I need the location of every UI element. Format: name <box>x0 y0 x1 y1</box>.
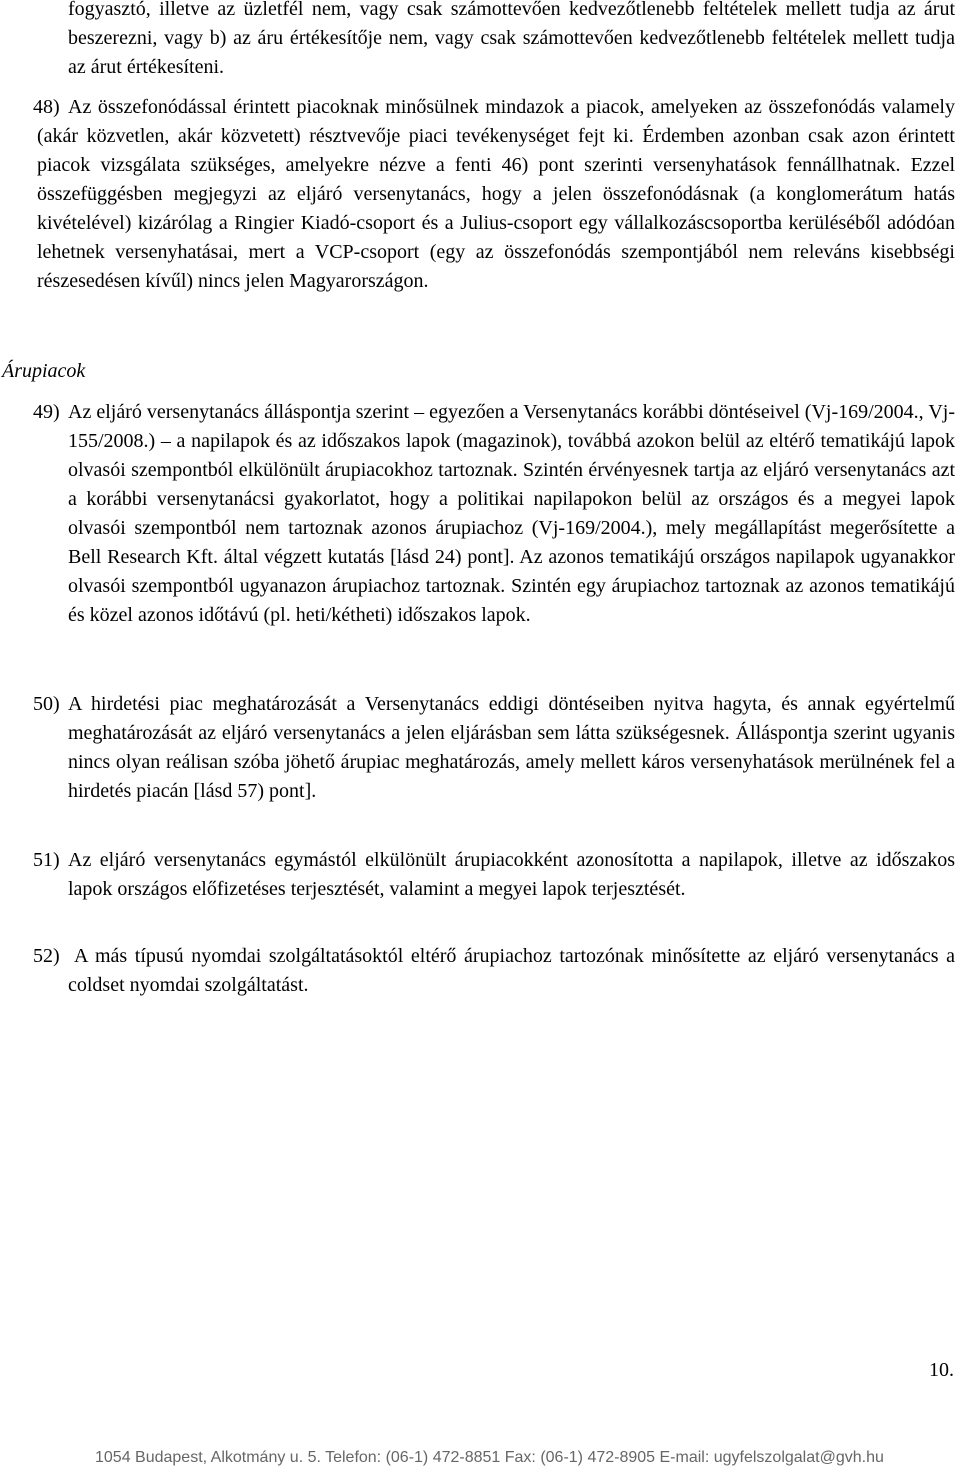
section-number-48: 48) <box>33 96 60 118</box>
continuation-paragraph: fogyasztó, illetve az üzletfél nem, vagy csak számottevően kedvezőtlenebb feltételek mellett tudja az árut beszerezni, vagy b) az áru értékesítője nem, vagy csak számottevően kedvezőtlenebb feltételek mellett tudja az árut értékesíteni. <box>68 0 955 78</box>
section-number-49: 49) <box>33 401 60 423</box>
page-number: 10. <box>929 1359 954 1381</box>
section-number-51: 51) <box>33 849 60 871</box>
section-number-50: 50) <box>33 693 60 715</box>
section-49-text: Az eljáró versenytanács álláspontja szerint – egyezően a Versenytanács korábbi döntéseivel (Vj-169/2004., Vj-155/2008.) – a napilapok és az időszakos lapok (magazinok), továbbá azokon belül az eltérő tematikájú lapok olvasói szempontból elkülönült árupiacokhoz tartoznak. Szintén érvényesnek tartja az eljáró versenytanács azt a korábbi versenytanácsi gyakorlatot, hogy a politikai napilapokon belül az országos és a megyei lapok olvasói szempontból nem tartoznak azonos árupiachoz (Vj-169/2004.), mely megállapítást megerősítette a Bell Research Kft. által végzett kutatás [lásd 24) pont]. Az azonos tematikájú országos napilapok ugyanakkor olvasói szempontból ugyanazon árupiachoz tartoznak. Szintén egy árupiachoz tartoznak az azonos tematikájú és közel azonos időtávú (pl. heti/kétheti) időszakos lapok. <box>68 401 955 626</box>
section-number-52: 52) <box>33 945 60 967</box>
section-50-text: A hirdetési piac meghatározását a Versenytanács eddigi döntéseiben nyitva hagyta, és annak egyértelmű meghatározását az eljáró versenytanács a jelen eljárásban sem látta szükségesnek. Álláspontja szerint ugyanis nincs olyan reálisan szóba jöhető árupiac meghatározás, amely mellett káros versenyhatások merülnének fel a hirdetés piacán [lásd 57) pont]. <box>68 693 955 802</box>
section-48-text: Az összefonódással érintett piacoknak minősülnek mindazok a piacok, amelyeken az összefonódás valamely (akár közvetlen, akár közvetett) résztvevője piaci tevékenységet fejt ki. Érdemben azonban csak azon érintett piacok vizsgálata szükséges, amelyekre nézve a fenti 46) pont szerinti versenyhatások fennállhatnak. Ezzel összefüggésben megjegyzi az eljáró versenytanács, hogy a jelen összefonódásnak (a konglomerátum hatás kivételével) kizárólag a Ringier Kiadó-csoport és a Julius-csoport egy vállalkozáscsoportba kerüléséből adódóan lehetnek versenyhatásai, mert a VCP-csoport (egy az összefonódás szempontjából nem releváns kisebbségi részesedésen kívűl) nincs jelen Magyarországon. <box>37 96 955 292</box>
page-footer: 1054 Budapest, Alkotmány u. 5. Telefon: (06-1) 472-8851 Fax: (06-1) 472-8905 E-mail: ugyfelszolgalat@gvh.hu <box>95 1449 884 1466</box>
section-heading: Árupiacok <box>2 360 86 382</box>
section-52-text: A más típusú nyomdai szolgáltatásoktól eltérő árupiachoz tartozónak minősítette az eljáró versenytanács a coldset nyomdai szolgáltatást. <box>68 945 955 996</box>
section-51-text: Az eljáró versenytanács egymástól elkülönült árupiacokként azonosította a napilapok, illetve az időszakos lapok országos előfizetéses terjesztését, valamint a megyei lapok terjesztését. <box>68 849 955 900</box>
